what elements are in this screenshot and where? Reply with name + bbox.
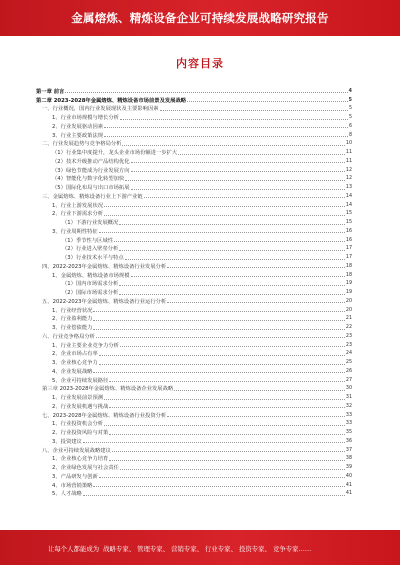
toc-entry-text: 六、行业竞争格局分析 [42, 333, 95, 340]
toc-entry-text: （3）绿色节能成为行业发展方向 [52, 167, 130, 174]
toc-page-number: 5 [348, 115, 352, 120]
toc-leader-dots [93, 311, 344, 312]
toc-entry-text: （1）行业集中度提升，龙头企业市场份额进一步扩大 [52, 150, 178, 156]
toc-page-number: 11 [345, 158, 352, 164]
toc-entry-text: 3、产品研发与创新 [52, 473, 98, 480]
toc-page-number: 20 [345, 307, 352, 313]
footer-slogan-item: 竞争专家…… [272, 545, 312, 553]
toc-entry[interactable] [36, 147, 352, 156]
toc-leader-dots [178, 154, 345, 155]
toc-entry[interactable] [36, 200, 352, 209]
toc-entry[interactable] [36, 156, 352, 165]
toc-entry-text: 第三章 2023-2028年金属熔炼、精炼设备企业发展战略 [42, 386, 174, 393]
toc-entry-text: 四、2022-2023年金属熔炼、精炼设备行业发展分析 [42, 263, 167, 270]
toc-entry-text: 5、人才战略 [52, 491, 82, 498]
toc-page-number: 26 [345, 368, 352, 374]
toc-page-number: 39 [345, 465, 352, 470]
toc-page-number: 37 [345, 447, 352, 453]
report-title: 金属熔炼、精炼设备企业可持续发展战略研究报告 [71, 11, 329, 25]
toc-entry-text: 五、2022-2023年金属熔炼、精炼设备行业运行分析 [42, 298, 167, 305]
toc-leader-dots [167, 416, 345, 417]
toc-entry-text: 1、行业主要企业竞争力分析 [52, 342, 119, 349]
toc-leader-dots [109, 381, 345, 382]
toc-page-number: 13 [345, 185, 352, 190]
toc-entry[interactable] [36, 244, 352, 253]
toc-entry-text: 七、2023-2028年金属熔炼、精炼设备行业投资分析 [42, 412, 167, 419]
toc-entry[interactable] [36, 349, 352, 358]
toc-entry[interactable] [36, 427, 352, 436]
toc-leader-dots [104, 215, 345, 216]
toc-entry[interactable] [36, 121, 352, 130]
toc-leader-dots [93, 486, 344, 487]
toc-entry[interactable] [36, 305, 352, 314]
toc-entry-text: 5、企业可持续发展路径 [52, 377, 109, 384]
toc-leader-dots [65, 92, 347, 93]
toc-leader-dots [167, 302, 345, 303]
toc-leader-dots [104, 206, 345, 207]
footer-slogan-item: 投资专家、 [238, 545, 271, 553]
footer-slogan-item: 行业专家、 [205, 545, 237, 553]
toc-page-number: 23 [345, 342, 352, 348]
toc-entry-text: 3、企业核心竞争力 [52, 360, 98, 366]
toc-leader-dots [104, 127, 348, 128]
toc-leader-dots [114, 241, 345, 242]
toc-entry-text: 第一章 前言 [36, 88, 65, 95]
toc-entry-text: 一、行业概况，国内行业发展现状及主要影响因素 [42, 106, 159, 113]
toc-entry[interactable] [36, 209, 352, 218]
toc-entry-text: 2、行业发展驱动因素 [52, 123, 104, 130]
toc-page-number: 5 [348, 97, 352, 103]
report-footer-bar [0, 530, 400, 565]
toc-leader-dots [131, 162, 345, 163]
toc-entry-text: 1、行业投资机会分析 [52, 421, 104, 428]
toc-leader-dots [119, 224, 345, 225]
toc-entry-text: （5）国际化布局与出口市场拓展 [52, 185, 130, 191]
toc-entry-text: 1、企业核心竞争力培育 [52, 456, 109, 463]
toc-entry-text: 1、行业上游发展状况 [52, 202, 104, 209]
toc-entry-text: （4）智能化与数字化转型加快 [52, 176, 125, 183]
toc-entry-text: 第二章 2023-2028年金属熔炼、精炼设备市场前景及发展战略 [36, 97, 187, 104]
toc-entry-text: 2、行业下游需求分析 [52, 211, 104, 218]
toc-page-number: 6 [348, 123, 352, 129]
footer-slogan-item: 管理专家、 [137, 545, 170, 553]
toc-leader-dots [96, 337, 345, 338]
toc-page-number: 24 [345, 351, 352, 357]
toc-entry[interactable] [36, 384, 352, 393]
toc-page-number: 27 [345, 377, 352, 383]
toc-page-number: 10 [345, 141, 352, 147]
toc-entry-text: （1）国内市场需求分析 [62, 281, 119, 288]
toc-leader-dots [131, 276, 345, 277]
toc-leader-dots [119, 285, 345, 286]
toc-entry[interactable] [36, 112, 352, 121]
toc-page-number: 38 [345, 456, 352, 462]
toc-leader-dots [109, 407, 345, 408]
toc-leader-dots [112, 451, 345, 452]
toc-entry[interactable] [36, 436, 352, 445]
toc-entry-text: 3、行业偿债能力 [52, 325, 93, 331]
toc-entry[interactable] [36, 401, 352, 410]
toc-entry[interactable] [36, 357, 352, 366]
footer-slogan-item: 战略专家、 [103, 545, 136, 553]
report-header-bar [0, 0, 400, 36]
footer-slogan-item: 营销专家、 [171, 545, 204, 553]
toc-leader-dots [104, 425, 345, 426]
toc-page-number: 40 [345, 473, 352, 479]
toc-leader-dots [187, 101, 348, 102]
toc-entry[interactable] [36, 130, 352, 139]
toc-leader-dots [83, 442, 345, 443]
toc-page-number: 17 [345, 255, 352, 260]
toc-page-number: 33 [345, 421, 352, 427]
toc-page-number: 35 [345, 430, 352, 435]
toc-entry[interactable] [36, 226, 352, 235]
toc-leader-dots [99, 364, 345, 365]
toc-leader-dots [93, 320, 344, 321]
toc-entry[interactable] [36, 480, 352, 489]
toc-entry-text: 2、行业发展机遇与挑战 [52, 403, 109, 410]
toc-entry[interactable] [36, 489, 352, 498]
toc-entry[interactable] [36, 95, 352, 104]
toc-entry[interactable] [36, 191, 352, 200]
toc-entry-text: 三、金属熔炼、精炼设备行业上下游产业链 [42, 193, 143, 200]
toc-leader-dots [120, 469, 345, 470]
toc-page-number: 41 [345, 482, 352, 488]
toc-entry[interactable] [36, 375, 352, 384]
table-of-contents [36, 86, 352, 504]
toc-entry-text: 2、企业市场占有率 [52, 351, 98, 358]
toc-leader-dots [109, 460, 345, 461]
toc-page-number: 4 [348, 88, 352, 94]
toc-page-number: 14 [345, 202, 352, 208]
toc-page-number: 16 [345, 228, 352, 234]
toc-page-number: 14 [345, 193, 352, 199]
toc-entry[interactable] [36, 471, 352, 480]
toc-entry-text: 1、行业发展前景预测 [52, 395, 104, 401]
toc-entry[interactable] [36, 287, 352, 296]
toc-entry-text: 八、企业可持续发展战略建议 [42, 447, 111, 454]
toc-entry-text: 2、企业绿色发展与社会责任 [52, 465, 119, 471]
toc-entry[interactable] [36, 296, 352, 305]
toc-leader-dots [83, 495, 345, 496]
toc-entry-text: 3、行业周期性特征 [52, 228, 98, 235]
toc-entry[interactable] [36, 165, 352, 174]
toc-page-number: 19 [345, 281, 352, 287]
toc-entry[interactable] [36, 86, 352, 95]
toc-leader-dots [167, 267, 345, 268]
toc-entry-text: 3、行业主要政策法规 [52, 132, 104, 139]
toc-leader-dots [109, 434, 345, 435]
toc-entry-text: （2）国际市场需求分析 [62, 290, 119, 296]
toc-entry[interactable] [36, 270, 352, 279]
toc-page-number: 8 [348, 132, 352, 138]
toc-entry-text: 二、行业发展趋势与竞争格局分析 [42, 141, 122, 148]
toc-entry-text: （1）下游行业发展概况 [62, 220, 119, 226]
toc-entry[interactable] [36, 279, 352, 288]
toc-entry[interactable] [36, 261, 352, 270]
toc-leader-dots [120, 119, 348, 120]
toc-entry[interactable] [36, 462, 352, 471]
toc-entry[interactable] [36, 235, 352, 244]
toc-leader-dots [93, 329, 344, 330]
toc-entry[interactable] [36, 419, 352, 428]
toc-entry-text: 1、行业市场规模与增长分析 [52, 115, 119, 121]
toc-leader-dots [93, 372, 344, 373]
toc-leader-dots [99, 355, 345, 356]
toc-leader-dots [99, 477, 345, 478]
toc-page-number: 16 [345, 237, 352, 243]
toc-entry[interactable] [36, 104, 352, 113]
footer-slogan [48, 544, 380, 553]
footer-slogan-item: 让每个人都能成为 [48, 545, 102, 553]
toc-leader-dots [131, 189, 345, 190]
toc-entry-text: 1、行业经营状况 [52, 307, 93, 314]
toc-entry-text: 4、市场营销策略 [52, 482, 93, 489]
toc-page-number: 23 [345, 333, 352, 339]
toc-entry-text: （3）行业技术水平与特点 [62, 255, 124, 261]
toc-page-number: 41 [345, 491, 352, 497]
toc-entry[interactable] [36, 322, 352, 331]
toc-page-number: 22 [345, 325, 352, 330]
toc-page-number: 18 [345, 263, 352, 269]
toc-entry[interactable] [36, 252, 352, 261]
toc-entry-text: 2、行业投资风险与对策 [52, 430, 109, 436]
toc-entry[interactable] [36, 392, 352, 401]
toc-entry-text: 2、行业盈利能力 [52, 316, 93, 323]
toc-entry-text: （2）技术升级推动产品结构优化 [52, 158, 130, 165]
toc-entry[interactable] [36, 182, 352, 191]
toc-leader-dots [120, 346, 345, 347]
toc-page-number: 20 [345, 298, 352, 304]
toc-page-number: 5 [348, 106, 352, 112]
toc-page-number: 12 [345, 176, 352, 182]
toc-entry-text: 3、投资建议 [52, 438, 82, 445]
toc-entry-text: （2）行业进入壁垒分析 [62, 246, 119, 253]
toc-leader-dots [125, 259, 345, 260]
toc-page-number: 11 [345, 150, 352, 155]
toc-entry[interactable] [36, 174, 352, 183]
toc-entry[interactable] [36, 410, 352, 419]
toc-leader-dots [144, 197, 345, 198]
toc-entry[interactable] [36, 331, 352, 340]
toc-entry[interactable] [36, 314, 352, 323]
toc-leader-dots [104, 399, 345, 400]
toc-leader-dots [119, 250, 345, 251]
toc-entry[interactable] [36, 366, 352, 375]
toc-page-number: 15 [345, 211, 352, 217]
toc-page-number: 30 [345, 386, 352, 392]
toc-page-number: 19 [345, 290, 352, 295]
toc-leader-dots [119, 294, 345, 295]
toc-entry[interactable] [36, 139, 352, 148]
toc-page-number: 17 [345, 246, 352, 252]
toc-leader-dots [99, 232, 345, 233]
toc-entry-text: （1）季节性与区域性 [62, 237, 114, 244]
toc-leader-dots [160, 110, 348, 111]
toc-entry[interactable] [36, 454, 352, 463]
toc-page-number: 36 [345, 438, 352, 444]
toc-leader-dots [125, 180, 345, 181]
toc-leader-dots [104, 136, 348, 137]
toc-entry-text: 4、企业发展战略 [52, 368, 93, 375]
toc-page-number: 32 [345, 403, 352, 409]
toc-page-number: 31 [345, 395, 352, 400]
toc-heading: 内容目录 [176, 57, 224, 70]
toc-entry-text: 1、金属熔炼、精炼设备市场规模 [52, 272, 130, 279]
toc-page-number: 21 [345, 316, 352, 322]
toc-page-number: 25 [345, 360, 352, 365]
toc-page-number: 18 [345, 272, 352, 278]
toc-entry[interactable] [36, 445, 352, 454]
toc-page-number: 12 [345, 167, 352, 173]
toc-entry[interactable] [36, 340, 352, 349]
toc-page-number: 33 [345, 412, 352, 418]
toc-page-number: 15 [345, 220, 352, 225]
toc-leader-dots [122, 145, 344, 146]
toc-entry[interactable] [36, 217, 352, 226]
toc-leader-dots [174, 390, 345, 391]
toc-leader-dots [131, 171, 345, 172]
